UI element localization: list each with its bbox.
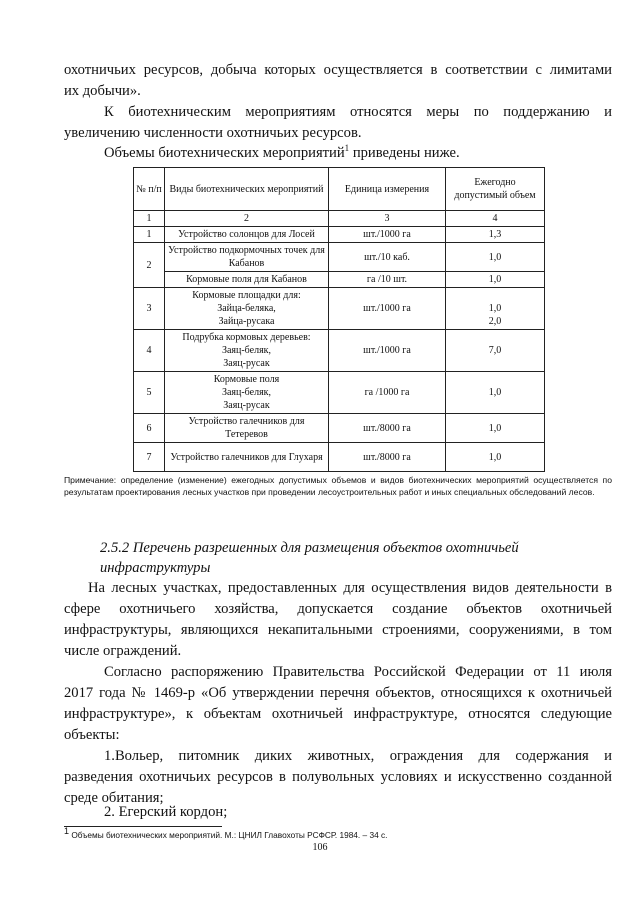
table-intro: Объемы биотехнических мероприятий$^1$ приведены ниже. (104, 143, 460, 161)
table-index-row (134, 211, 545, 227)
table-cell: шт./1000 га (329, 227, 446, 243)
paragraph-line: объекты: (64, 727, 120, 743)
table-cell: 4 (134, 330, 165, 372)
table-cell: Кормовые поля для Кабанов (165, 272, 329, 288)
table-cell: Подрубка кормовых деревьев: Заяц-беляк, Заяц-русак (165, 330, 329, 372)
table-cell: 3 (134, 288, 165, 330)
paragraph-line: 2. Егерский кордон; (104, 804, 228, 820)
table-row (134, 288, 545, 330)
table-cell: 1 (134, 211, 165, 227)
footnote: $^1$ Объемы биотехнических мероприятий. М.: ЦНИЛ Главохоты РСФСР. 1984. – 34 с. (64, 826, 388, 840)
table-cell: Устройство галечников для Тетеревов (165, 414, 329, 443)
table-cell: Устройство галечников для Глухаря (165, 443, 329, 472)
footnote-ref: 1 (344, 143, 350, 154)
page-number: 106 (312, 842, 328, 853)
paragraph-line: 1.Вольер, питомник диких животных, ограждения для содержания и (104, 748, 612, 764)
paragraph-line: инфраструктуры, являющихся некапитальными строениями, сооружениями, в том (64, 622, 612, 638)
table-cell: га /10 шт. (329, 272, 446, 288)
table-cell: 1,0 (446, 443, 545, 472)
paragraph-line: На лесных участках, предоставленных для осуществления видов деятельности в (88, 580, 612, 596)
table-cell: шт./1000 га (329, 330, 446, 372)
table-cell: шт./8000 га (329, 443, 446, 472)
table-cell: 4 (446, 211, 545, 227)
table-cell: 1,0 (446, 372, 545, 414)
paragraph-line: сфере охотничьего хозяйства, допускается создание объектов охотничьей (64, 601, 612, 617)
table-cell: Устройство солонцов для Лосей (165, 227, 329, 243)
table-row (134, 330, 545, 372)
header-num: № п/п (134, 168, 165, 211)
paragraph-line: их добычи». (64, 83, 141, 99)
header-type: Виды биотехнических мероприятий (165, 168, 329, 211)
table-cell: 1,0 2,0 (446, 288, 545, 330)
header-volume: Ежегодно допустимый объем (446, 168, 545, 211)
table-row (134, 272, 545, 288)
table-cell: 1,0 (446, 414, 545, 443)
table-cell: 7,0 (446, 330, 545, 372)
table-cell: 1,3 (446, 227, 545, 243)
table-header-row (134, 168, 545, 211)
table-cell: 3 (329, 211, 446, 227)
table-cell: шт./8000 га (329, 414, 446, 443)
table-row (134, 414, 545, 443)
footnote-mark: 1 (64, 826, 70, 837)
table-cell: Кормовые поля Заяц-беляк, Заяц-русак (165, 372, 329, 414)
paragraph-line: 2017 года № 1469-р «Об утверждении перечня объектов, относящихся к охотничьей (64, 685, 612, 701)
table-cell: шт./10 каб. (329, 243, 446, 272)
table-note: Примечание: определение (изменение) ежегодных допустимых объемов и видов биотехнических мероприятий осуществляется по результатам проектирования лесных участков при проведении лесоустроительных работ и иных специальных обследований лесов. (64, 475, 612, 497)
header-unit: Единица измерения (329, 168, 446, 211)
table-row (134, 372, 545, 414)
table-cell: Кормовые площадки для: Зайца-беляка, Зайца-русака (165, 288, 329, 330)
table-row (134, 243, 545, 272)
paragraph-line: среде обитания; (64, 790, 164, 806)
table-row (134, 227, 545, 243)
table-cell: Устройство подкормочных точек для Кабанов (165, 243, 329, 272)
table-cell: 1,0 (446, 272, 545, 288)
footnote-divider (64, 826, 222, 827)
paragraph-line: К биотехническим мероприятиям относятся меры по поддержанию и (104, 104, 612, 120)
paragraph-line: инфраструктуре», к объектам охотничьей инфраструктуре, относятся следующие (64, 706, 612, 722)
table-cell: 2 (134, 243, 165, 288)
paragraph-line: разведения охотничьих ресурсов в полувольных условиях и искусственно созданной (64, 769, 612, 785)
table-row (134, 443, 545, 472)
biotechnical-measures-table (133, 167, 545, 472)
table-cell: 1,0 (446, 243, 545, 272)
table-cell: га /1000 га (329, 372, 446, 414)
paragraph-line: Согласно распоряжению Правительства Российской Федерации от 11 июля (104, 664, 612, 680)
table-cell: 5 (134, 372, 165, 414)
paragraph-line: числе ограждений. (64, 643, 182, 659)
paragraph-line: охотничьих ресурсов, добыча которых осуществляется в соответствии с лимитами (64, 62, 612, 78)
paragraph-line: увеличению численности охотничьих ресурсов. (64, 125, 362, 141)
table-cell: 7 (134, 443, 165, 472)
table-cell: 1 (134, 227, 165, 243)
table-cell: 2 (165, 211, 329, 227)
section-heading: 2.5.2 Перечень разрешенных для размещения объектов охотничьей инфраструктуры (100, 540, 519, 576)
table-cell: 6 (134, 414, 165, 443)
table-cell: шт./1000 га (329, 288, 446, 330)
